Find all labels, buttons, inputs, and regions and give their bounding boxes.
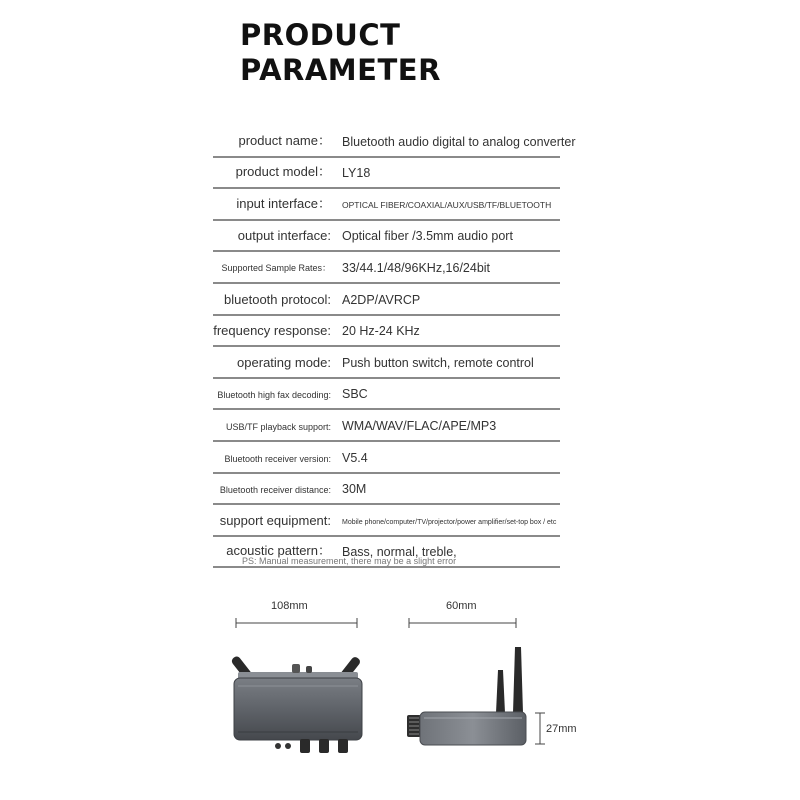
param-value: 20 Hz-24 KHz: [342, 324, 420, 339]
param-label: acoustic pattern：: [226, 543, 331, 559]
width-dimension-label: 108mm: [271, 600, 308, 612]
title-line-2: PARAMETER: [240, 53, 441, 87]
knob-icon: [300, 739, 310, 753]
param-label: Bluetooth receiver version:: [224, 453, 331, 464]
param-label: USB/TF playback support:: [225, 421, 331, 432]
depth-dimension-label: 60mm: [446, 600, 477, 612]
height-dimension-line: [535, 713, 545, 744]
param-label: frequency response:: [213, 323, 331, 339]
device-side-view: [407, 647, 526, 745]
short-antenna: [496, 670, 505, 713]
param-value: LY18: [342, 166, 371, 181]
param-label: Supported Sample Rates：: [221, 262, 331, 273]
param-value: SBC: [342, 387, 368, 402]
depth-dimension-line: [409, 618, 516, 628]
param-label: input interface：: [236, 195, 331, 211]
param-value: Bass, normal, treble,: [342, 545, 457, 560]
param-label: support equipment:: [219, 512, 331, 528]
param-value: Bluetooth audio digital to analog converter: [342, 134, 576, 149]
param-label: output interface:: [237, 228, 331, 244]
tall-antenna: [513, 647, 523, 713]
measurement-note: PS: Manual measurement, there may be a slight error: [242, 556, 457, 566]
param-label: product model：: [235, 164, 331, 180]
knob-icon: [319, 739, 329, 753]
height-dimension-label: 27mm: [546, 723, 577, 735]
param-value: A2DP/AVRCP: [342, 292, 421, 307]
param-label: operating mode:: [237, 354, 331, 370]
param-value: 30M: [342, 482, 367, 497]
param-value: 33/44.1/48/96KHz,16/24bit: [342, 260, 491, 275]
param-value: OPTICAL FIBER/COAXIAL/AUX/USB/TF/BLUETOOTH: [342, 199, 552, 210]
param-label: Bluetooth high fax decoding:: [217, 390, 331, 401]
param-label: product name：: [238, 132, 331, 148]
param-value: WMA/WAV/FLAC/APE/MP3: [342, 418, 497, 433]
param-value: V5.4: [342, 450, 368, 465]
param-label: bluetooth protocol:: [224, 291, 331, 307]
param-value: Mobile phone/computer/TV/projector/power amplifier/set-top box / etc: [342, 518, 557, 526]
title-line-1: PRODUCT: [240, 18, 401, 52]
width-dimension-line: [236, 618, 357, 628]
param-value: Optical fiber /3.5mm audio port: [342, 229, 513, 244]
param-label: Bluetooth receiver distance:: [219, 485, 331, 496]
knob-icon: [338, 739, 348, 753]
param-value: Push button switch, remote control: [342, 355, 534, 370]
device-front-view: [230, 655, 362, 753]
